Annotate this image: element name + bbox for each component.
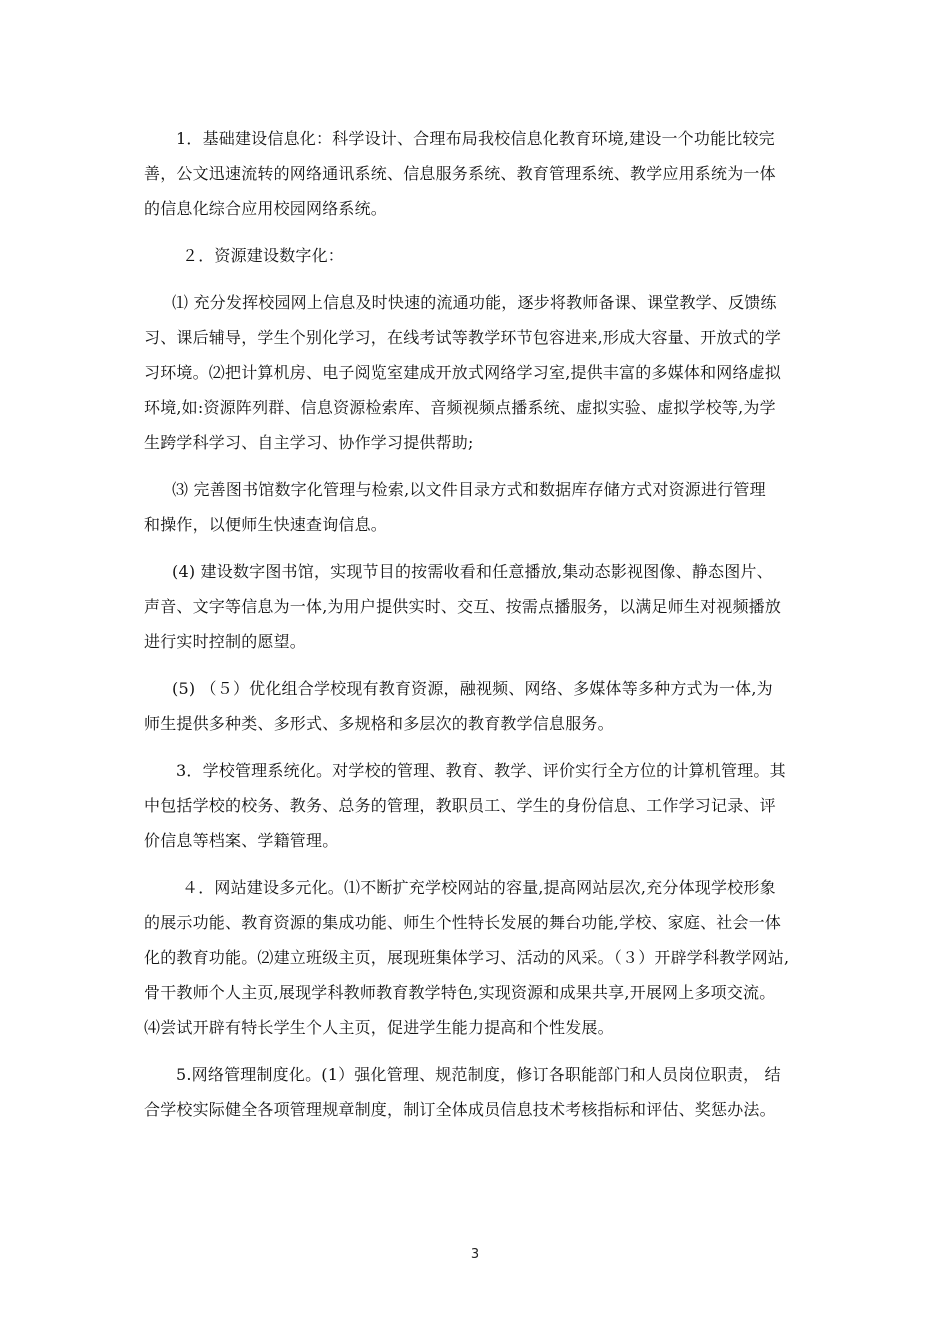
text-line: 的信息化综合应用校园网络系统。	[144, 199, 388, 218]
paragraph-5-network-management	[144, 1057, 808, 1127]
paragraph-2-item-5	[144, 671, 808, 741]
paragraph-2-item-4	[144, 554, 808, 659]
text-line: 合学校实际健全各项管理规章制度，制订全体成员信息技术考核指标和评估、奖惩办法。	[144, 1100, 776, 1119]
text-line: ⑴ 充分发挥校园网上信息及时快速的流通功能，逐步将教师备课、课堂教学、反馈练	[172, 293, 777, 312]
text-line: 3．学校管理系统化。对学校的管理、教育、教学、评价实行全方位的计算机管理。其	[176, 761, 786, 780]
text-line: 声音、文字等信息为一体,为用户提供实时、交互、按需点播服务，以满足师生对视频播放	[144, 597, 782, 616]
text-line: 善，公文迅速流转的网络通讯系统、信息服务系统、教育管理系统、教学应用系统为一体	[144, 164, 776, 183]
paragraph-2-item-3	[144, 472, 808, 542]
text-line: (5) （５）优化组合学校现有教育资源，融视频、网络、多媒体等多种方式为一体,为	[172, 679, 773, 698]
text-line: 环境,如:资源阵列群、信息资源检索库、音频视频点播系统、虚拟实验、虚拟学校等,为学	[144, 398, 776, 417]
text-line: ４．网站建设多元化。⑴不断扩充学校网站的容量,提高网站层次,充分体现学校形象	[182, 878, 776, 897]
text-line: 进行实时控制的愿望。	[144, 632, 307, 651]
text-line: 生跨学科学习、自主学习、协作学习提供帮助;	[144, 433, 474, 452]
text-line: 习环境。⑵把计算机房、电子阅览室建成开放式网络学习室,提供丰富的多媒体和网络虚拟	[144, 363, 782, 382]
paragraph-1-infrastructure	[144, 121, 808, 226]
paragraph-2-resources-heading	[144, 238, 808, 273]
text-line: 师生提供多种类、多形式、多规格和多层次的教育教学信息服务。	[144, 714, 614, 733]
text-line: ２．资源建设数字化：	[182, 246, 345, 265]
paragraph-4-website	[144, 870, 808, 1045]
text-line: 的展示功能、教育资源的集成功能、师生个性特长发展的舞台功能,学校、家庭、社会一体	[144, 913, 782, 932]
text-line: 5.网络管理制度化。(1）强化管理、规范制度，修订各职能部门和人员岗位职责， 结	[176, 1065, 781, 1084]
text-line: 价信息等档案、学籍管理。	[144, 831, 339, 850]
paragraph-2-item-1-2	[144, 285, 808, 460]
text-line: 化的教育功能。⑵建立班级主页，展现班集体学习、活动的风采。（３）开辟学科教学网站,	[144, 948, 790, 967]
text-line: (4) 建设数字图书馆，实现节目的按需收看和任意播放,集动态影视图像、静态图片、	[172, 562, 773, 581]
text-line: 习、课后辅导，学生个别化学习，在线考试等教学环节包容进来,形成大容量、开放式的学	[144, 328, 782, 347]
text-line: 骨干教师个人主页,展现学科教师教育教学特色,实现资源和成果共享,开展网上多项交流。	[144, 983, 776, 1002]
page-number: 3	[470, 1247, 480, 1262]
text-line: ⑷尝试开辟有特长学生个人主页，促进学生能力提高和个性发展。	[144, 1018, 614, 1037]
text-line: 中包括学校的校务、教务、总务的管理，教职员工、学生的身份信息、工作学习记录、评	[144, 796, 776, 815]
paragraph-3-management	[144, 753, 808, 858]
document-body	[144, 121, 808, 1127]
text-line: ⑶ 完善图书馆数字化管理与检索,以文件目录方式和数据库存储方式对资源进行管理	[172, 480, 766, 499]
text-line: 和操作，以便师生快速查询信息。	[144, 515, 388, 534]
text-line: 1．基础建设信息化：科学设计、合理布局我校信息化教育环境,建设一个功能比较完	[176, 129, 775, 148]
